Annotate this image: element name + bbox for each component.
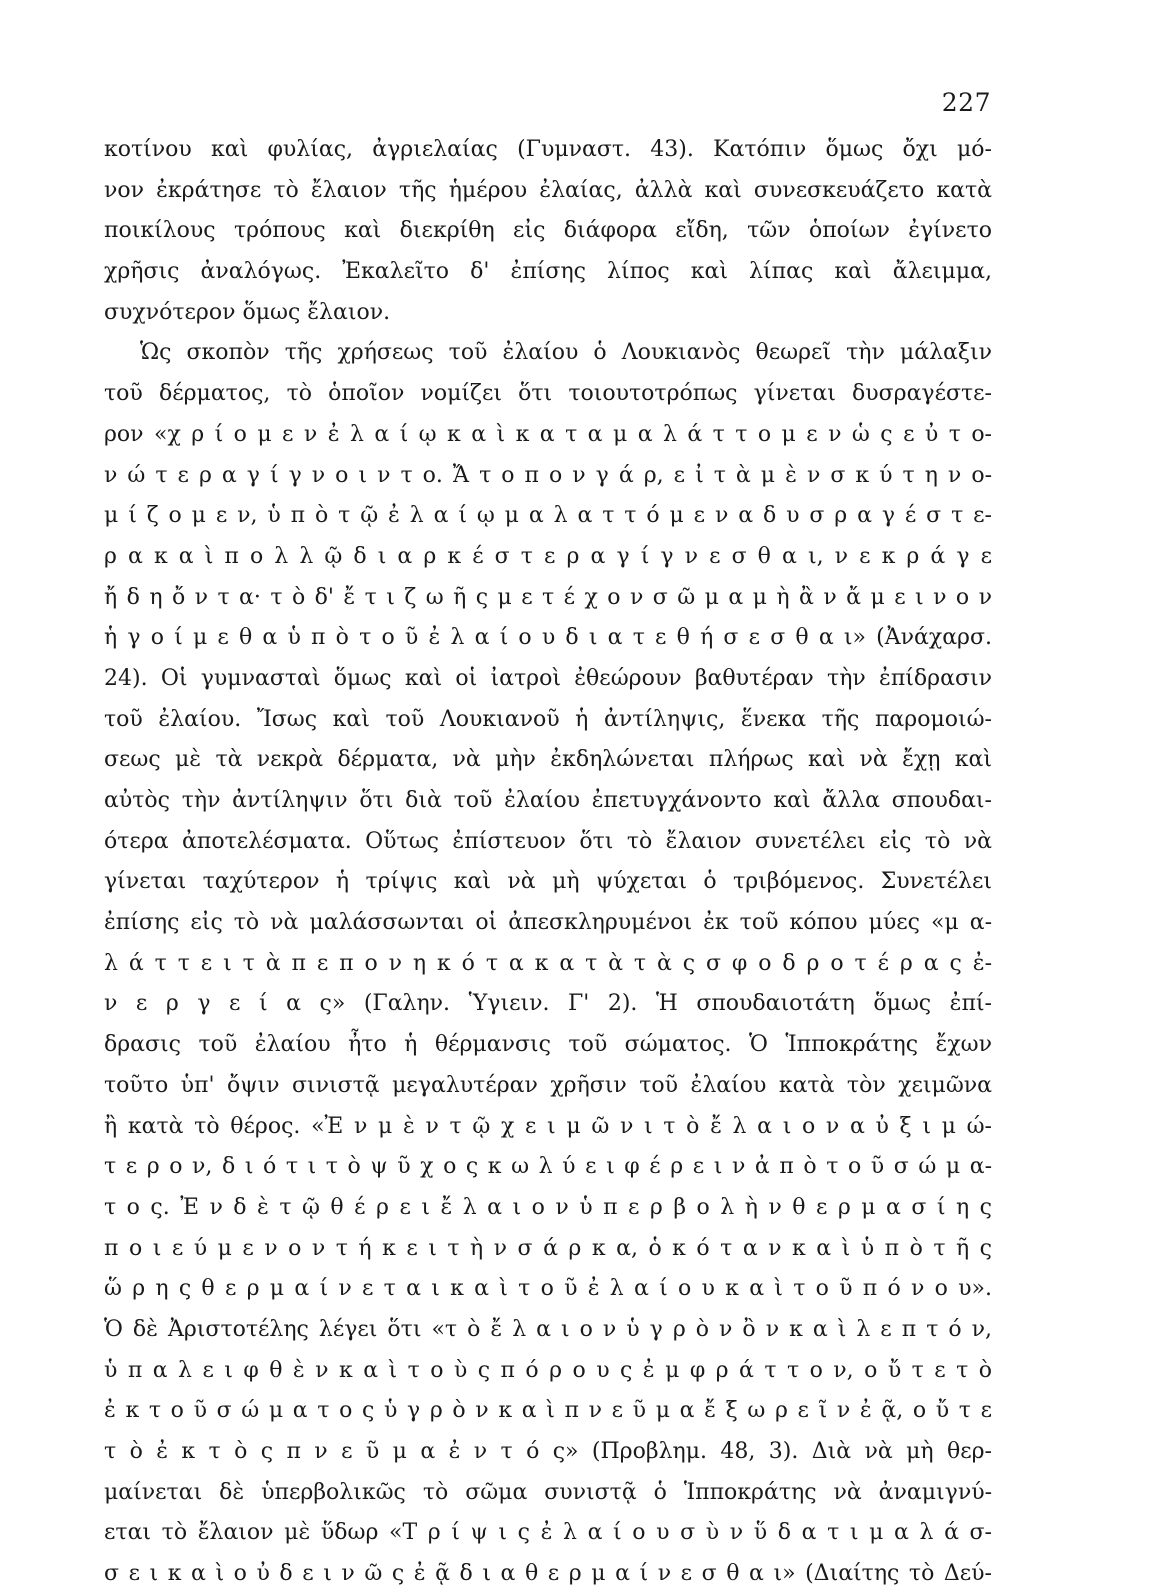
text-line: Ὁ δὲ Ἀριστοτέλης λέγει ὅτι «τ ὸ ἔ λ α ι ο ν ὑ γ ρ ὸ ν ὂ ν κ α ὶ λ ε π τ ό ν, — [104, 1316, 992, 1342]
text-line: ἐ κ τ ο ῦ σ ώ μ α τ ο ς ὑ γ ρ ὸ ν κ α ὶ π ν ε ῦ μ α ἔ ξ ω ρ ε ῖ ν ἐ ᾷ, ο ὔ τ ε — [104, 1398, 992, 1424]
text-line: τοῦ δέρματος, τὸ ὁποῖον νομίζει ὅτι τοιουτοτρόπως γίνεται δυσραγέστε- — [104, 381, 992, 407]
text-line: 24). Οἱ γυμνασταὶ ὅμως καὶ οἱ ἰατροὶ ἐθεώρουν βαθυτέραν τὴν ἐπίδρασιν — [104, 665, 992, 691]
text-line: ἢ κατὰ τὸ θέρος. «Ἐ ν μ ὲ ν τ ῷ χ ε ι μ ῶ ν ι τ ὸ ἔ λ α ι ο ν α ὐ ξ ι μ ώ- — [104, 1113, 992, 1139]
body-text — [104, 130, 992, 1595]
text-line: ρον «χ ρ ί ο μ ε ν ἐ λ α ί ῳ κ α ὶ κ α τ α μ α λ ά τ τ ο μ ε ν ὡ ς ε ὐ τ ο- — [104, 421, 992, 447]
text-line: χρῆσις ἀναλόγως. Ἐκαλεῖτο δ' ἐπίσης λίπος καὶ λίπας καὶ ἄλειμμα, — [104, 259, 992, 285]
text-line: ρ α κ α ὶ π ο λ λ ῷ δ ι α ρ κ έ σ τ ε ρ α γ ί γ ν ε σ θ α ι, ν ε κ ρ ά γ ε — [104, 543, 992, 569]
text-line: τ ε ρ ο ν, δ ι ό τ ι τ ὸ ψ ῦ χ ο ς κ ω λ ύ ε ι φ έ ρ ε ι ν ἀ π ὸ τ ο ῦ σ ώ μ α- — [104, 1154, 992, 1180]
text-line: νον ἐκράτησε τὸ ἔλαιον τῆς ἡμέρου ἐλαίας, ἀλλὰ καὶ συνεσκευάζετο κατὰ — [104, 177, 992, 203]
text-line: τοῦ ἐλαίου. Ἴσως καὶ τοῦ Λουκιανοῦ ἡ ἀντίληψις, ἕνεκα τῆς παρομοιώ- — [104, 706, 992, 732]
text-line: τ ὸ ἐ κ τ ὸ ς π ν ε ῦ μ α ἐ ν τ ό ς» (Προβλημ. 48, 3). Διὰ νὰ μὴ θερ- — [104, 1439, 992, 1464]
text-line: σεως μὲ τὰ νεκρὰ δέρματα, νὰ μὴν ἐκδηλώνεται πλήρως καὶ νὰ ἔχῃ καὶ — [104, 747, 992, 773]
text-line: ἐπίσης εἰς τὸ νὰ μαλάσσωνται οἱ ἀπεσκληρυμένοι ἐκ τοῦ κόπου μύες «μ α- — [104, 910, 992, 936]
text-line: ἤ δ η ὄ ν τ α· τ ὸ δ' ἔ τ ι ζ ω ῆ ς μ ε τ έ χ ο ν σ ῶ μ α μ ὴ ἂ ν ἄ μ ε ι ν ο ν — [104, 584, 992, 610]
text-line: τοῦτο ὑπ' ὄψιν σινιστᾷ μεγαλυτέραν χρῆσιν τοῦ ἐλαίου κατὰ τὸν χειμῶνα — [104, 1072, 992, 1098]
text-line: δρασις τοῦ ἐλαίου ἦτο ἡ θέρμανσις τοῦ σώματος. Ὁ Ἱπποκράτης ἔχων — [104, 1032, 992, 1058]
text-line: ν ώ τ ε ρ α γ ί γ ν ο ι ν τ ο. Ἄ τ ο π ο ν γ ά ρ, ε ἰ τ ὰ μ ὲ ν σ κ ύ τ η ν ο- — [104, 462, 992, 488]
text-line: ότερα ἀποτελέσματα. Οὕτως ἐπίστευον ὅτι τὸ ἔλαιον συνετέλει εἰς τὸ νὰ — [104, 828, 992, 854]
text-line: συχνότερον ὅμως ἔλαιον. — [104, 299, 391, 325]
text-line: σ ε ι κ α ὶ ο ὐ δ ε ι ν ῶ ς ἐ ᾷ δ ι α θ ε ρ μ α ί ν ε σ θ α ι» (Διαίτης τὸ Δεύ- — [104, 1561, 992, 1587]
text-line: ὑ π α λ ε ι φ θ ὲ ν κ α ὶ τ ο ὺ ς π ό ρ ο υ ς ἐ μ φ ρ ά τ τ ο ν, ο ὔ τ ε τ ὸ — [104, 1357, 992, 1383]
text-line: ν ε ρ γ ε ί α ς» (Γαλην. Ὑγιειν. Γ' 2). Ἡ σπουδαιοτάτη ὅμως ἐπί- — [104, 991, 992, 1017]
text-line: κοτίνου καὶ φυλίας, ἀγριελαίας (Γυμναστ. 43). Κατόπιν ὅμως ὄχι μό- — [104, 137, 992, 162]
paragraph-start-line: Ὡς σκοπὸν τῆς χρήσεως τοῦ ἐλαίου ὁ Λουκιανὸς θεωρεῖ τὴν μάλαξιν — [140, 340, 992, 366]
text-line: αὐτὸς τὴν ἀντίληψιν ὅτι διὰ τοῦ ἐλαίου ἐπετυγχάνοντο καὶ ἄλλα σπουδαι- — [104, 788, 992, 813]
text-line: λ ά τ τ ε ι τ ὰ π ε π ο ν η κ ό τ α κ α τ ὰ τ ὰ ς σ φ ο δ ρ ο τ έ ρ α ς ἐ- — [104, 950, 992, 976]
text-line: τ ο ς. Ἐ ν δ ὲ τ ῷ θ έ ρ ε ι ἔ λ α ι ο ν ὑ π ε ρ β ο λ ὴ ν θ ε ρ μ α σ ί η ς — [104, 1194, 992, 1220]
text-line: π ο ι ε ύ μ ε ν ο ν τ ή κ ε ι τ ὴ ν σ ά ρ κ α, ὁ κ ό τ α ν κ α ὶ ὑ π ὸ τ ῆ ς — [104, 1235, 992, 1261]
text-line: μαίνεται δὲ ὑπερβολικῶς τὸ σῶμα συνιστᾷ ὁ Ἱπποκράτης νὰ ἀναμιγνύ- — [104, 1479, 992, 1505]
text-line: γίνεται ταχύτερον ἡ τρίψις καὶ νὰ μὴ ψύχεται ὁ τριβόμενος. Συνετέλει — [104, 869, 992, 895]
text-line: ὥ ρ η ς θ ε ρ μ α ί ν ε τ α ι κ α ὶ τ ο ῦ ἐ λ α ί ο υ κ α ὶ τ ο ῦ π ό ν ο υ». — [104, 1276, 992, 1302]
text-line: εται τὸ ἔλαιον μὲ ὕδωρ «Τ ρ ί ψ ι ς ἐ λ α ί ο υ σ ὺ ν ὕ δ α τ ι μ α λ ά σ- — [104, 1520, 992, 1546]
text-line: μ ί ζ ο μ ε ν, ὑ π ὸ τ ῷ ἐ λ α ί ῳ μ α λ α τ τ ό μ ε ν α δ υ σ ρ α γ έ σ τ ε- — [104, 503, 992, 529]
page-number: 227 — [941, 88, 991, 117]
text-line: ποικίλους τρόπους καὶ διεκρίθη εἰς διάφορα εἴδη, τῶν ὁποίων ἐγίνετο — [104, 218, 992, 244]
text-line: ἡ γ ο ί μ ε θ α ὑ π ὸ τ ο ῦ ἐ λ α ί ο υ δ ι α τ ε θ ή σ ε σ θ α ι» (Ἀνάχαρσ. — [104, 625, 992, 651]
